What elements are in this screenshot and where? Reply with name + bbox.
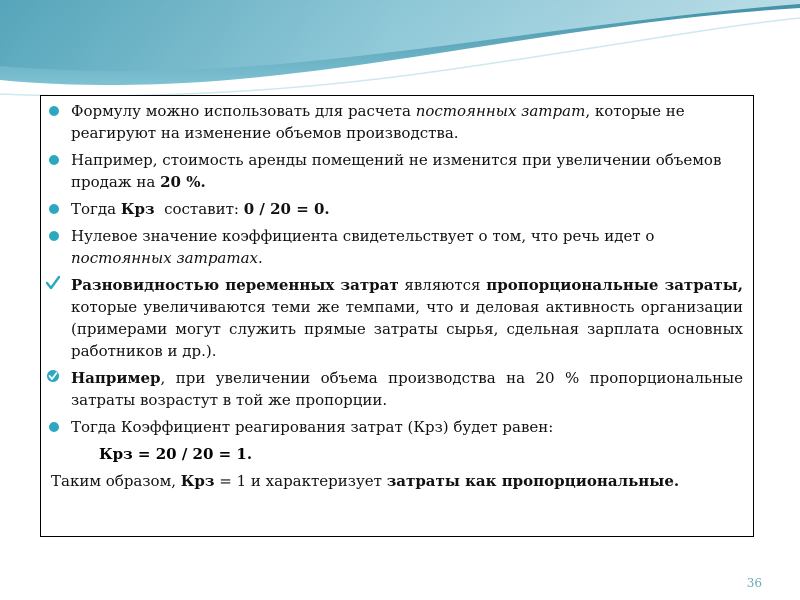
text-bold: Например xyxy=(71,369,161,387)
text: Формулу можно использовать для расчета xyxy=(71,102,416,120)
text-bold: затраты как пропорциональные. xyxy=(386,472,680,490)
text-bold: Крз xyxy=(180,472,215,490)
paragraph-4 xyxy=(71,225,743,269)
text: Тогда xyxy=(71,200,121,218)
formula-line: Крз = 20 / 20 = 1. xyxy=(99,445,253,463)
text-bold: 20 %. xyxy=(160,173,206,191)
header-wave-decoration xyxy=(0,0,800,100)
text: , при увеличении объема производства на 20 % пропорциональные затраты возрастут в той же пропорции. xyxy=(71,369,743,409)
text: . xyxy=(258,249,263,267)
paragraph-5 xyxy=(71,274,743,362)
text-italic: постоянных затрат xyxy=(415,102,586,120)
circle-bullet-icon xyxy=(49,106,59,116)
text: Таким образом, xyxy=(51,472,181,490)
paragraph-2 xyxy=(71,149,743,193)
text: = 1 и характеризует xyxy=(214,472,387,490)
circle-bullet-icon xyxy=(49,422,59,432)
paragraph-7 xyxy=(71,416,743,438)
conclusion-paragraph xyxy=(51,470,743,492)
paragraph-6 xyxy=(71,367,743,411)
text: являются xyxy=(398,276,487,294)
text-bold: 0 / 20 = 0. xyxy=(243,200,330,218)
text: составит: xyxy=(154,200,244,218)
checkmark-bullet-icon xyxy=(45,275,61,291)
text: , которые не реагируют на изменение объемов производства. xyxy=(71,102,685,142)
checkmark-bullet-icon xyxy=(45,368,61,384)
text: которые увеличиваются теми же темпами, что и деловая активность организации (примерами могут служить прямые затраты сырья, сдельная зарплата основных работников и др.). xyxy=(71,298,743,360)
circle-bullet-icon xyxy=(49,155,59,165)
paragraph-1 xyxy=(71,100,743,144)
text: Нулевое значение коэффициента свидетельствует о том, что речь идет о xyxy=(71,227,655,245)
paragraph-3 xyxy=(71,198,743,220)
circle-bullet-icon xyxy=(49,204,59,214)
content-box xyxy=(40,95,754,537)
circle-bullet-icon xyxy=(49,231,59,241)
text: Например, стоимость аренды помещений не изменится при увеличении объемов продаж на xyxy=(71,151,722,191)
text-bold: пропорциональные затраты, xyxy=(486,276,743,294)
text-bold: Разновидностью переменных затрат xyxy=(71,276,399,294)
text: Тогда Коэффициент реагирования затрат (Крз) будет равен: xyxy=(71,418,554,436)
text-bold: Крз xyxy=(120,200,155,218)
page-number: 36 xyxy=(746,576,762,590)
text-italic: постоянных затратах xyxy=(71,249,259,267)
